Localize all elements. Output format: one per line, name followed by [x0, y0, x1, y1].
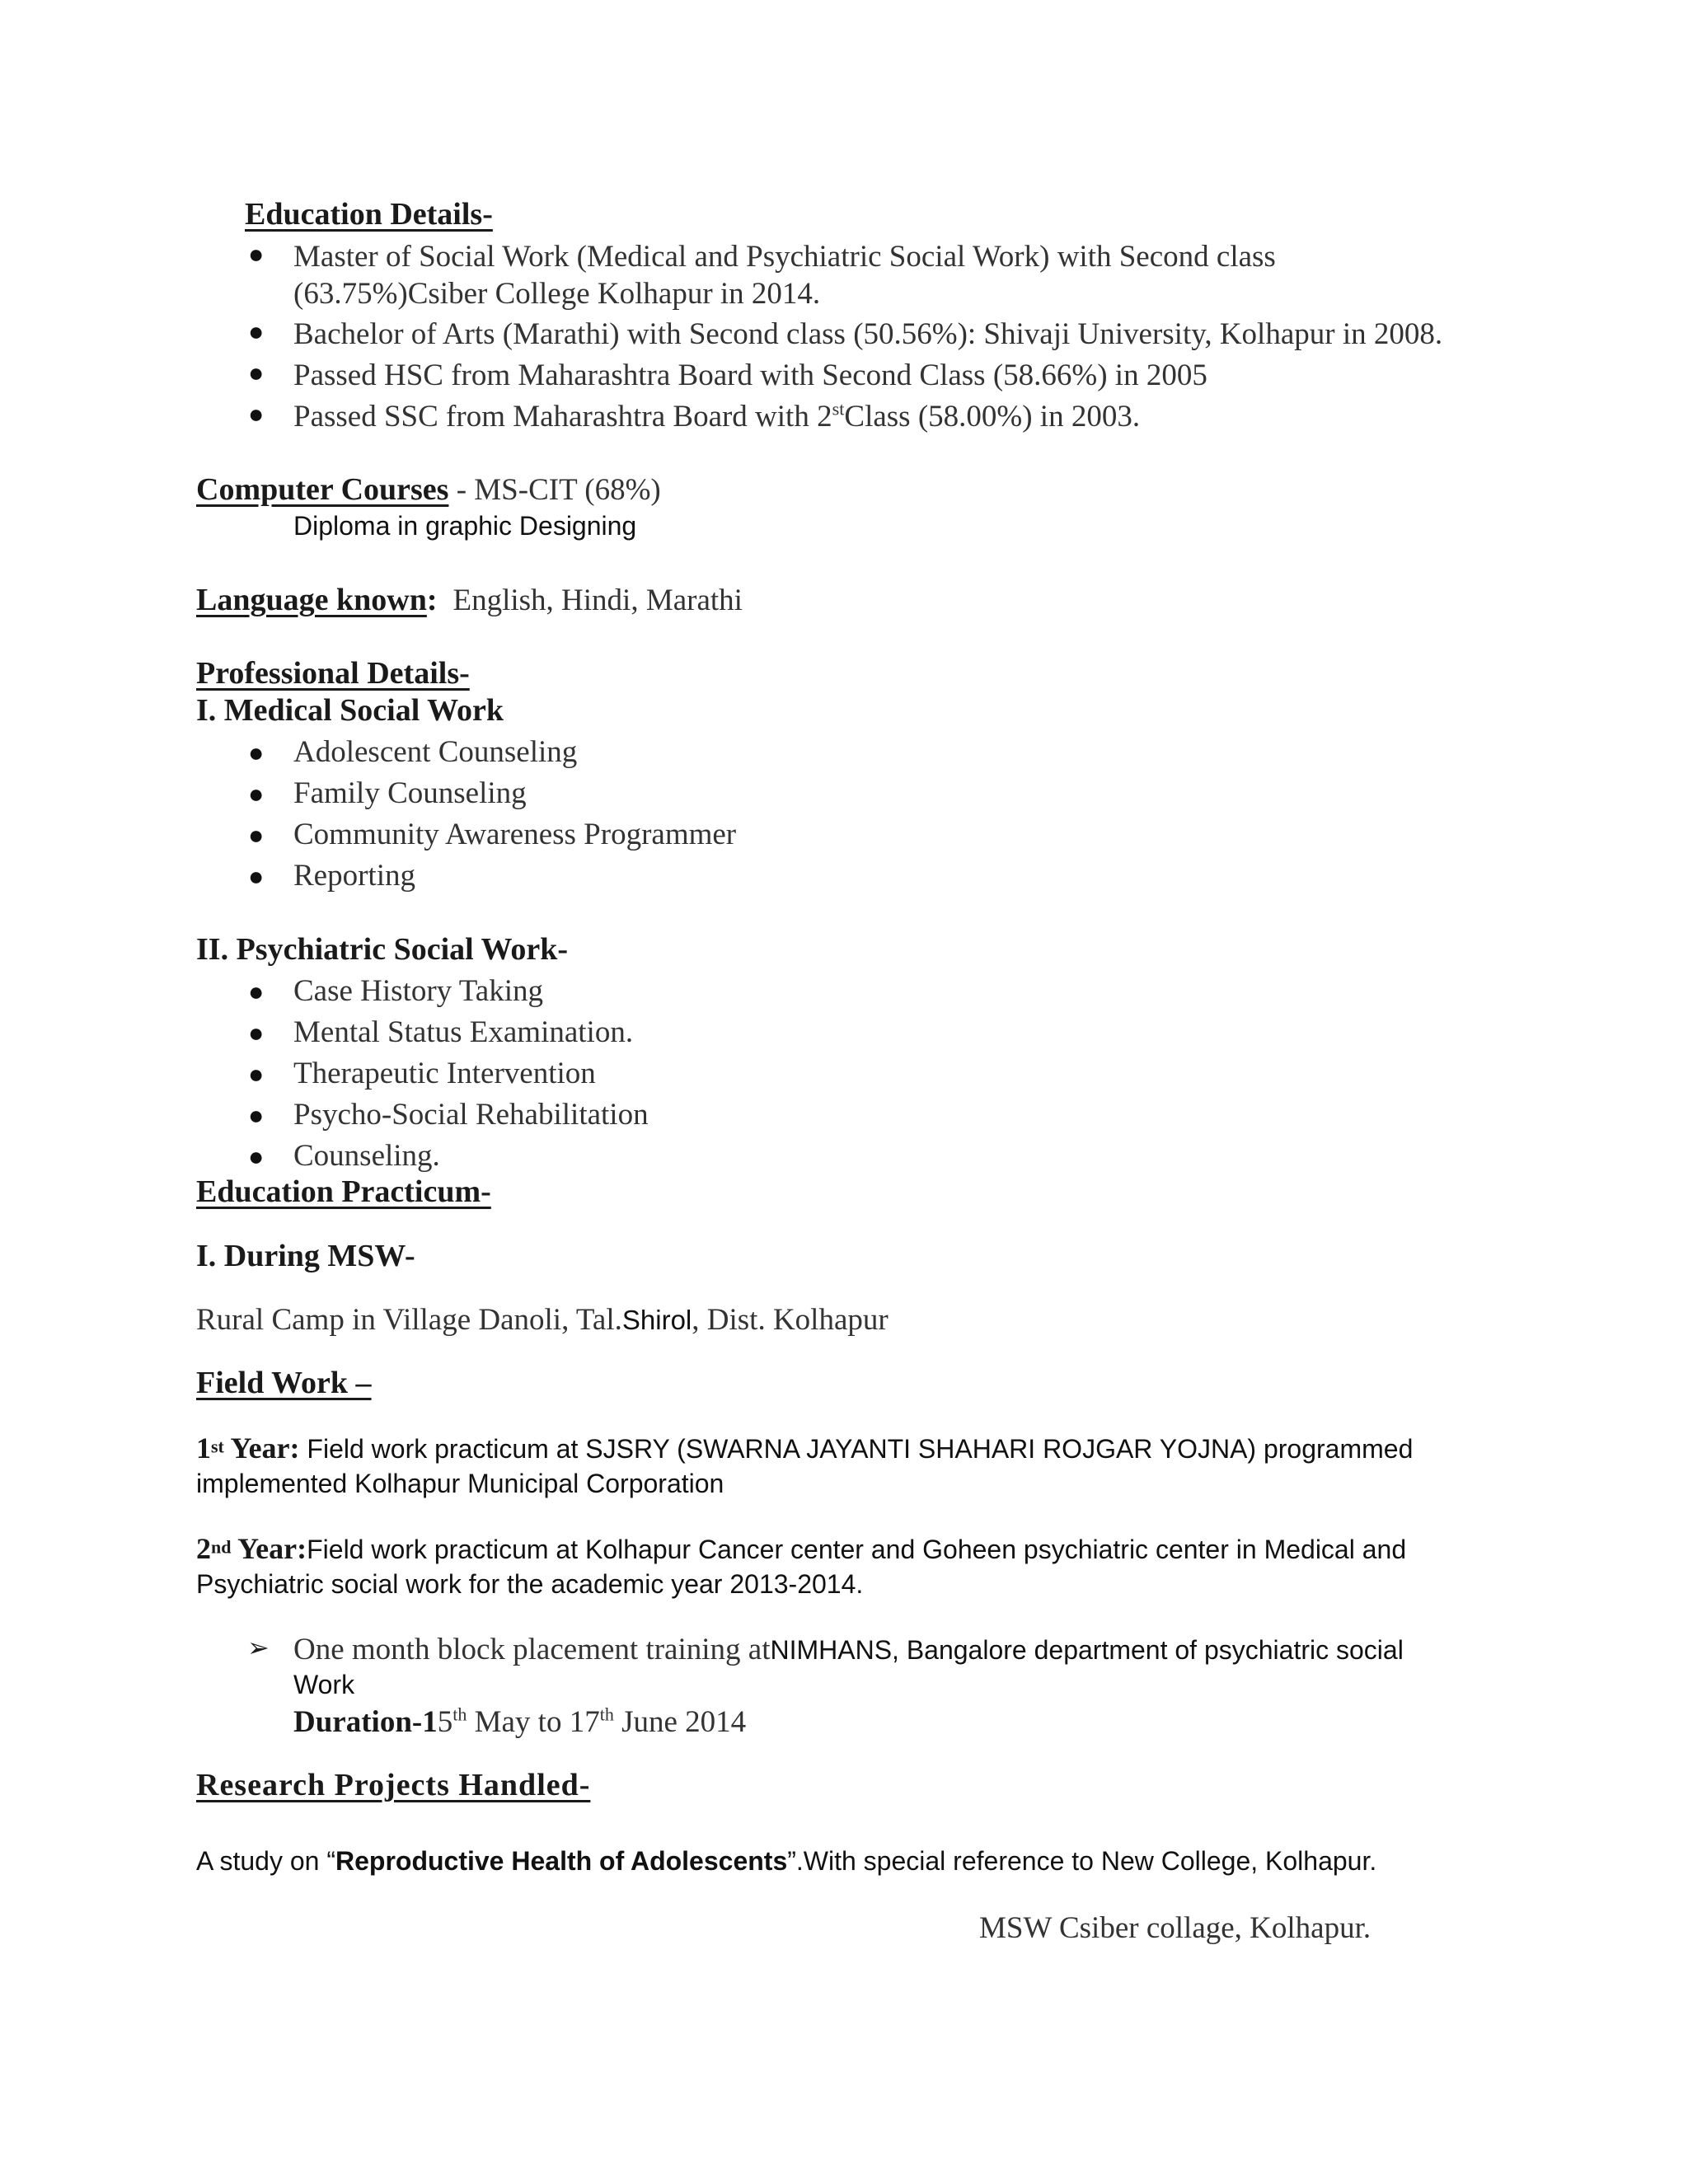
psychiatric-social-work-list	[248, 971, 649, 1177]
education-item-1-cont: (63.75%)Csiber College Kolhapur in 2014.	[293, 277, 821, 311]
list-item: ● Case History Taking	[293, 971, 649, 1012]
bullet-icon: ●	[248, 1018, 265, 1047]
computer-courses-diploma: Diploma in graphic Designing	[293, 511, 637, 541]
language-value: English, Hindi, Marathi	[452, 583, 743, 617]
during-msw-title: I. During MSW-	[196, 1239, 415, 1273]
education-item-1: ● Master of Social Work (Medical and Psychiatric Social Work) with Second class	[248, 239, 1276, 274]
computer-courses	[196, 471, 661, 508]
psychiatric-social-work-title: II. Psychiatric Social Work-	[196, 932, 569, 967]
computer-courses-value: - MS-CIT (68%)	[448, 473, 661, 507]
arrow-icon: ➢	[247, 1633, 270, 1662]
field-work-year2-cont: Psychiatric social work for the academic year 2013-2014.	[196, 1569, 864, 1599]
medical-social-work-title: I. Medical Social Work	[196, 693, 504, 728]
bullet-icon: ●	[248, 977, 265, 1006]
list-item: ● Reporting	[293, 855, 736, 897]
list-item: ● Mental Status Examination.	[293, 1012, 649, 1053]
research-heading: Research Projects Handled-	[196, 1768, 591, 1802]
education-item-2: ● Bachelor of Arts (Marathi) with Second class (50.56%): Shivaji University, Kolhapur in 2008.	[248, 316, 1443, 351]
duration: Duration-15th May to 17th June 2014	[293, 1704, 747, 1739]
list-item: ● Family Counseling	[293, 773, 736, 814]
field-work-year1: 1st Year: Field work practicum at SJSRY (SWARNA JAYANTI SHAHARI ROJGAR YOJNA) programmed	[196, 1432, 1414, 1465]
bullet-icon: ●	[248, 738, 265, 767]
bullet-icon: ●	[248, 820, 265, 850]
professional-heading: Professional Details-	[196, 656, 470, 691]
education-heading: Education Details-	[245, 197, 493, 232]
block-placement-cont: Work	[293, 1670, 355, 1699]
bullet-icon: ●	[248, 779, 265, 808]
list-item: ● Community Awareness Programmer	[293, 814, 736, 855]
medical-social-work-list	[248, 732, 737, 897]
field-work-year1-cont: implemented Kolhapur Municipal Corporation	[196, 1469, 724, 1498]
education-item-3: ● Passed HSC from Maharashtra Board with Second Class (58.66%) in 2005	[248, 358, 1207, 392]
bullet-icon: ●	[248, 316, 265, 346]
bullet-icon: ●	[248, 358, 265, 387]
bullet-icon: ●	[248, 1100, 265, 1130]
list-item: ● Adolescent Counseling	[293, 732, 736, 773]
language-known: Language known: English, Hindi, Marathi	[196, 583, 743, 617]
bullet-icon: ●	[248, 239, 265, 269]
bullet-icon: ●	[248, 1059, 265, 1089]
research-study: A study on “Reproductive Health of Adolescents”.With special reference to New College, Kolhapur.	[196, 1846, 1377, 1876]
language-heading: Language known	[196, 583, 427, 617]
computer-courses-heading: Computer Courses	[196, 472, 449, 507]
education-item-4: ● Passed SSC from Maharashtra Board with 2stClass (58.00%) in 2003.	[248, 398, 1141, 434]
bullet-icon: ●	[248, 1141, 265, 1171]
field-work-year2: 2nd Year:Field work practicum at Kolhapur Cancer center and Goheen psychiatric center in Medical and	[196, 1532, 1407, 1565]
field-work-heading: Field Work –	[196, 1366, 372, 1400]
list-item: ● Psycho-Social Rehabilitation	[293, 1094, 649, 1136]
affiliation: MSW Csiber collage, Kolhapur.	[979, 1911, 1372, 1945]
bullet-icon: ●	[248, 399, 265, 429]
rural-camp: Rural Camp in Village Danoli, Tal.Shirol, Dist. Kolhapur	[196, 1303, 889, 1337]
block-placement: One month block placement training atNIMHANS, Bangalore department of psychiatric social	[293, 1633, 1404, 1666]
bullet-icon: ●	[248, 861, 265, 891]
practicum-heading: Education Practicum-	[196, 1174, 491, 1209]
list-item: ● Therapeutic Intervention	[293, 1053, 649, 1094]
list-item: ● Counseling.	[293, 1136, 649, 1177]
